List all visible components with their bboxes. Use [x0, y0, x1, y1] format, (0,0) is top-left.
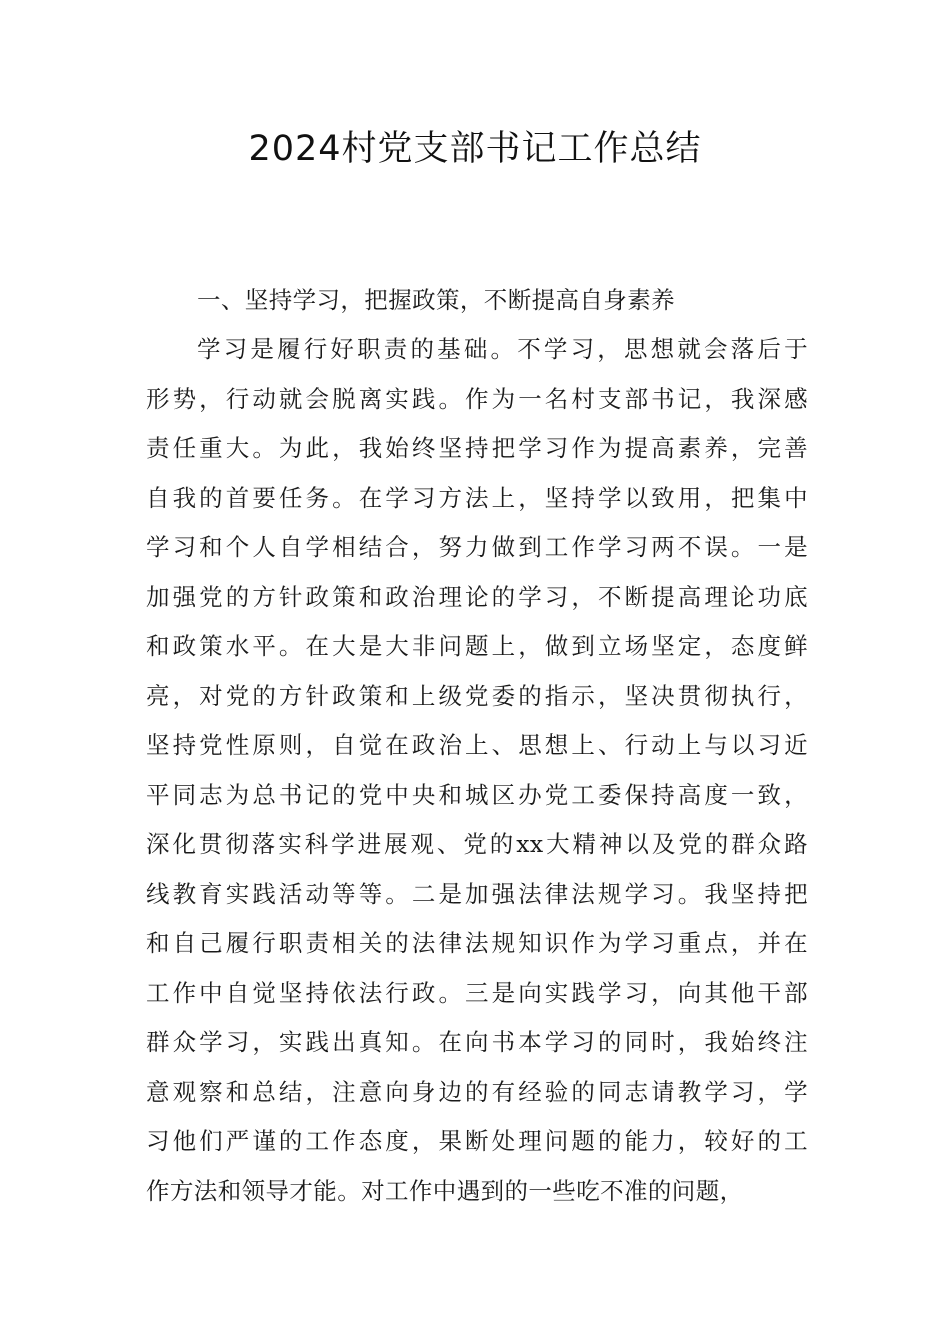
- paragraph-line: 学习是履行好职责的基础。不学习，思想就会落后于: [197, 335, 808, 363]
- paragraph-line: 线教育实践活动等等。二是加强法律法规学习。我坚持把: [146, 880, 808, 908]
- paragraph-line: 和政策水平。在大是大非问题上，做到立场坚定，态度鲜: [146, 632, 808, 660]
- paragraph-line: 意观察和总结，注意向身边的有经验的同志请教学习，学: [146, 1078, 808, 1106]
- paragraph-line: 坚持党性原则，自觉在政治上、思想上、行动上与以习近: [146, 731, 808, 759]
- paragraph-line: 习他们严谨的工作态度，果断处理问题的能力，较好的工: [146, 1127, 808, 1155]
- paragraph-line: 形势，行动就会脱离实践。作为一名村支部书记，我深感: [146, 385, 808, 413]
- paragraph-line: 作方法和领导才能。对工作中遇到的一些吃不准的问题，: [146, 1177, 744, 1205]
- paragraph-line: 责任重大。为此，我始终坚持把学习作为提高素养，完善: [146, 434, 808, 462]
- paragraph-line: 加强党的方针政策和政治理论的学习，不断提高理论功底: [146, 583, 808, 611]
- section-heading: 一、坚持学习，把握政策，不断提高自身素养: [197, 286, 675, 314]
- paragraph-line: 和自己履行职责相关的法律法规知识作为学习重点，并在: [146, 929, 808, 957]
- paragraph-line: 自我的首要任务。在学习方法上，坚持学以致用，把集中: [146, 484, 808, 512]
- paragraph-line: 平同志为总书记的党中央和城区办党工委保持高度一致，: [146, 781, 808, 809]
- paragraph-line: 亮，对党的方针政策和上级党委的指示，坚决贯彻执行，: [146, 682, 808, 710]
- paragraph-line: 工作中自觉坚持依法行政。三是向实践学习，向其他干部: [146, 979, 808, 1007]
- paragraph-line: 群众学习，实践出真知。在向书本学习的同时，我始终注: [146, 1028, 808, 1056]
- paragraph-line: 学习和个人自学相结合，努力做到工作学习两不误。一是: [146, 533, 808, 561]
- paragraph-line: 深化贯彻落实科学进展观、党的xx大精神以及党的群众路: [146, 830, 808, 858]
- document-title: 2024村党支部书记工作总结: [248, 129, 702, 169]
